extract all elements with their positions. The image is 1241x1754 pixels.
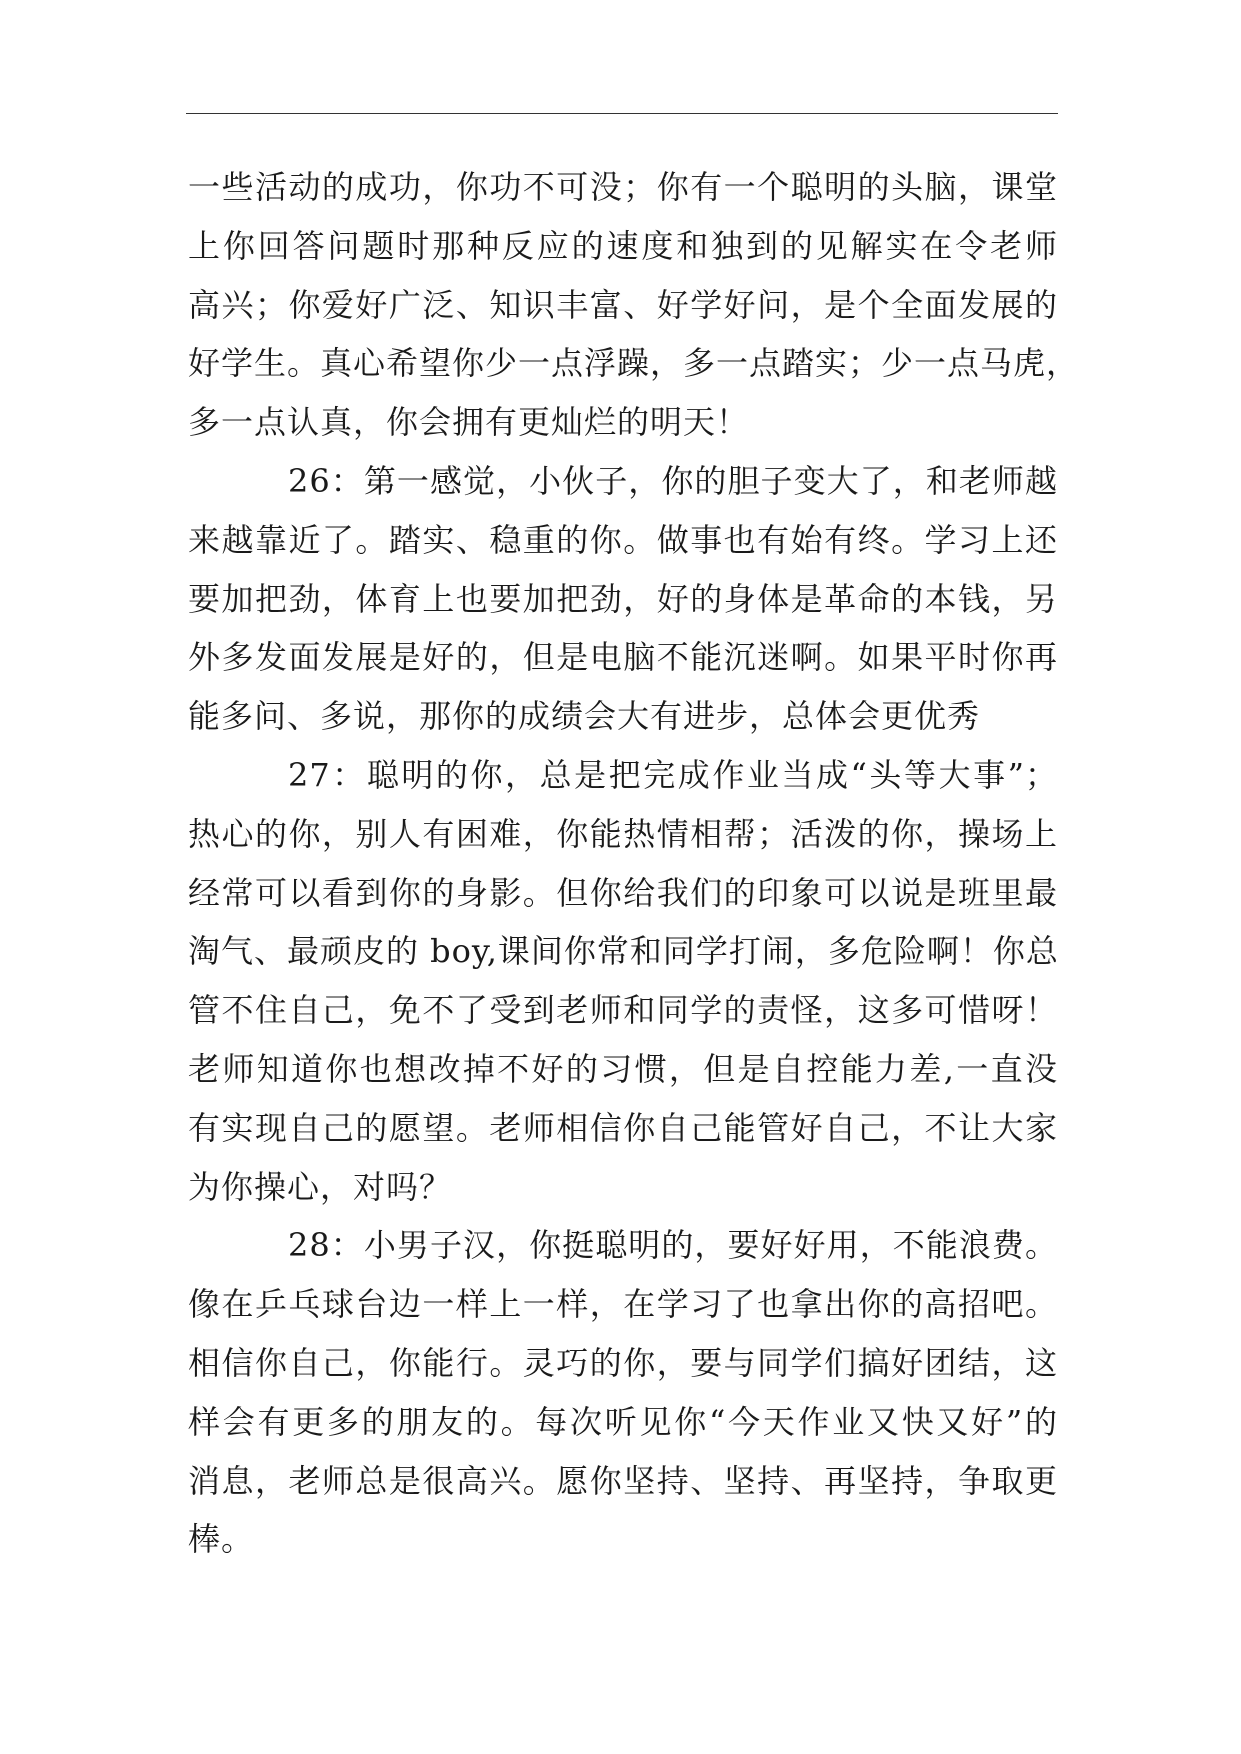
text-line: 28：小男子汉，你挺聪明的，要好好用，不能浪费。 [288,1226,1058,1265]
paragraph-28 [188,1216,1058,1569]
text-line: 有实现自己的愿望。老师相信你自己能管好自己，不让大家 [188,1108,1058,1147]
text-line: 管不住自己，免不了受到老师和同学的责怪，这多可惜呀！ [188,991,1058,1030]
text-line: 高兴；你爱好广泛、知识丰富、好学好问，是个全面发展的 [188,285,1058,324]
text-line: 老师知道你也想改掉不好的习惯，但是自控能力差,一直没 [188,1049,1058,1088]
paragraph-27 [188,746,1058,1216]
text-line: 经常可以看到你的身影。但你给我们的印象可以说是班里最 [188,873,1058,912]
text-line: 26：第一感觉，小伙子，你的胆子变大了，和老师越 [288,461,1058,500]
text-line: 外多发面发展是好的，但是电脑不能沉迷啊。如果平时你再 [188,638,1058,677]
text-line: 要加把劲，体育上也要加把劲，好的身体是革命的本钱，另 [188,579,1058,618]
paragraph-26 [188,452,1058,746]
text-line: 棒。 [188,1520,255,1559]
text-line: 27：聪明的你，总是把完成作业当成“头等大事”； [288,755,1058,794]
text-line: 热心的你，别人有困难，你能热情相帮；活泼的你，操场上 [188,814,1058,853]
paragraph-continuation [188,158,1080,452]
text-line: 能多问、多说，那你的成绩会大有进步，总体会更优秀 [188,697,981,736]
text-line: 消息，老师总是很高兴。愿你坚持、坚持、再坚持，争取更 [188,1461,1058,1500]
text-line: 为你操心，对吗？ [188,1167,453,1206]
text-line: 淘气、最顽皮的 boy,课间你常和同学打闹，多危险啊！你总 [188,932,1059,971]
document-body [188,158,1080,1569]
text-line: 相信你自己，你能行。灵巧的你，要与同学们搞好团结，这 [188,1343,1058,1382]
text-line: 一些活动的成功，你功不可没；你有一个聪明的头脑，课堂 [188,168,1058,206]
text-line: 多一点认真，你会拥有更灿烂的明天！ [188,403,750,442]
text-line: 来越靠近了。踏实、稳重的你。做事也有始有终。学习上还 [188,520,1058,559]
text-line: 好学生。真心希望你少一点浮躁，多一点踏实；少一点马虎， [188,344,1080,383]
text-line: 像在乒乓球台边一样上一样，在学习了也拿出你的高招吧。 [188,1285,1058,1324]
text-line: 样会有更多的朋友的。每次听见你“今天作业又快又好”的 [188,1402,1058,1441]
text-line: 上你回答问题时那种反应的速度和独到的见解实在令老师 [188,226,1058,265]
header-rule [186,113,1058,114]
